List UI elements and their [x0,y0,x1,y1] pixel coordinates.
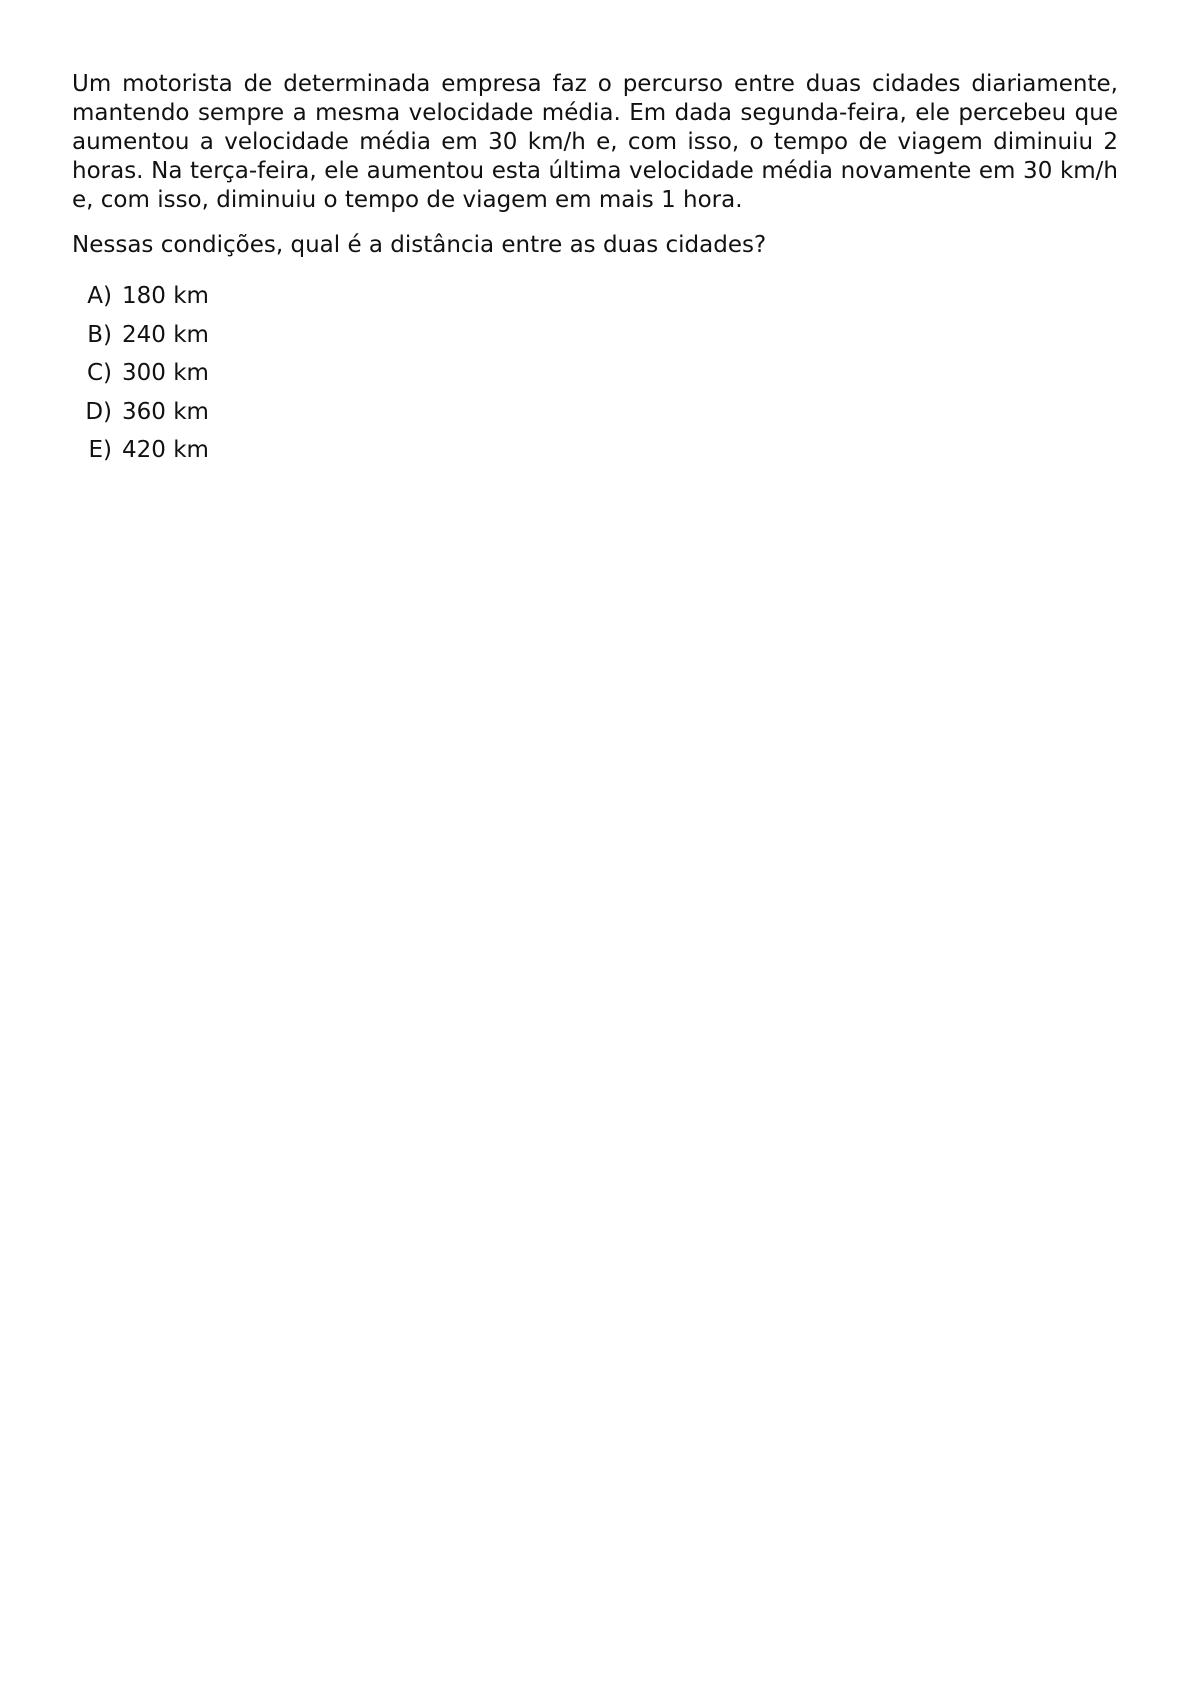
option-text: 360 km [122,398,209,425]
answer-option-d [72,398,1118,437]
answer-option-b [72,321,1118,360]
option-letter: E) [88,437,112,463]
option-letter: D) [85,398,112,425]
answer-options-list [72,282,1118,475]
answer-option-e [72,436,1118,475]
option-text: 240 km [122,321,209,348]
option-letter: B) [87,321,112,348]
document-page [72,70,1118,475]
answer-option-c [72,359,1118,398]
problem-statement: Um motorista de determinada empresa faz o percurso entre duas cidades diariamente, mantendo sempre a mesma velocidade média. Em dada segunda-feira, ele percebeu que aumentou a velocidade média em 30 km/h e, com isso, o tempo de viagem diminuiu 2 horas. Na terça-feira, ele aumentou esta última velocidade média novamente em 30 km/h e, com isso, diminuiu o tempo de viagem em mais 1 hora. [72,71,1118,213]
option-letter: A) [87,283,112,309]
option-text: 300 km [122,360,209,386]
option-letter: C) [86,360,112,386]
option-text: 420 km [122,437,209,463]
option-text: 180 km [122,283,209,309]
answer-option-a [72,282,1118,321]
question-text: Nessas condições, qual é a distância entre as duas cidades? [72,232,767,258]
